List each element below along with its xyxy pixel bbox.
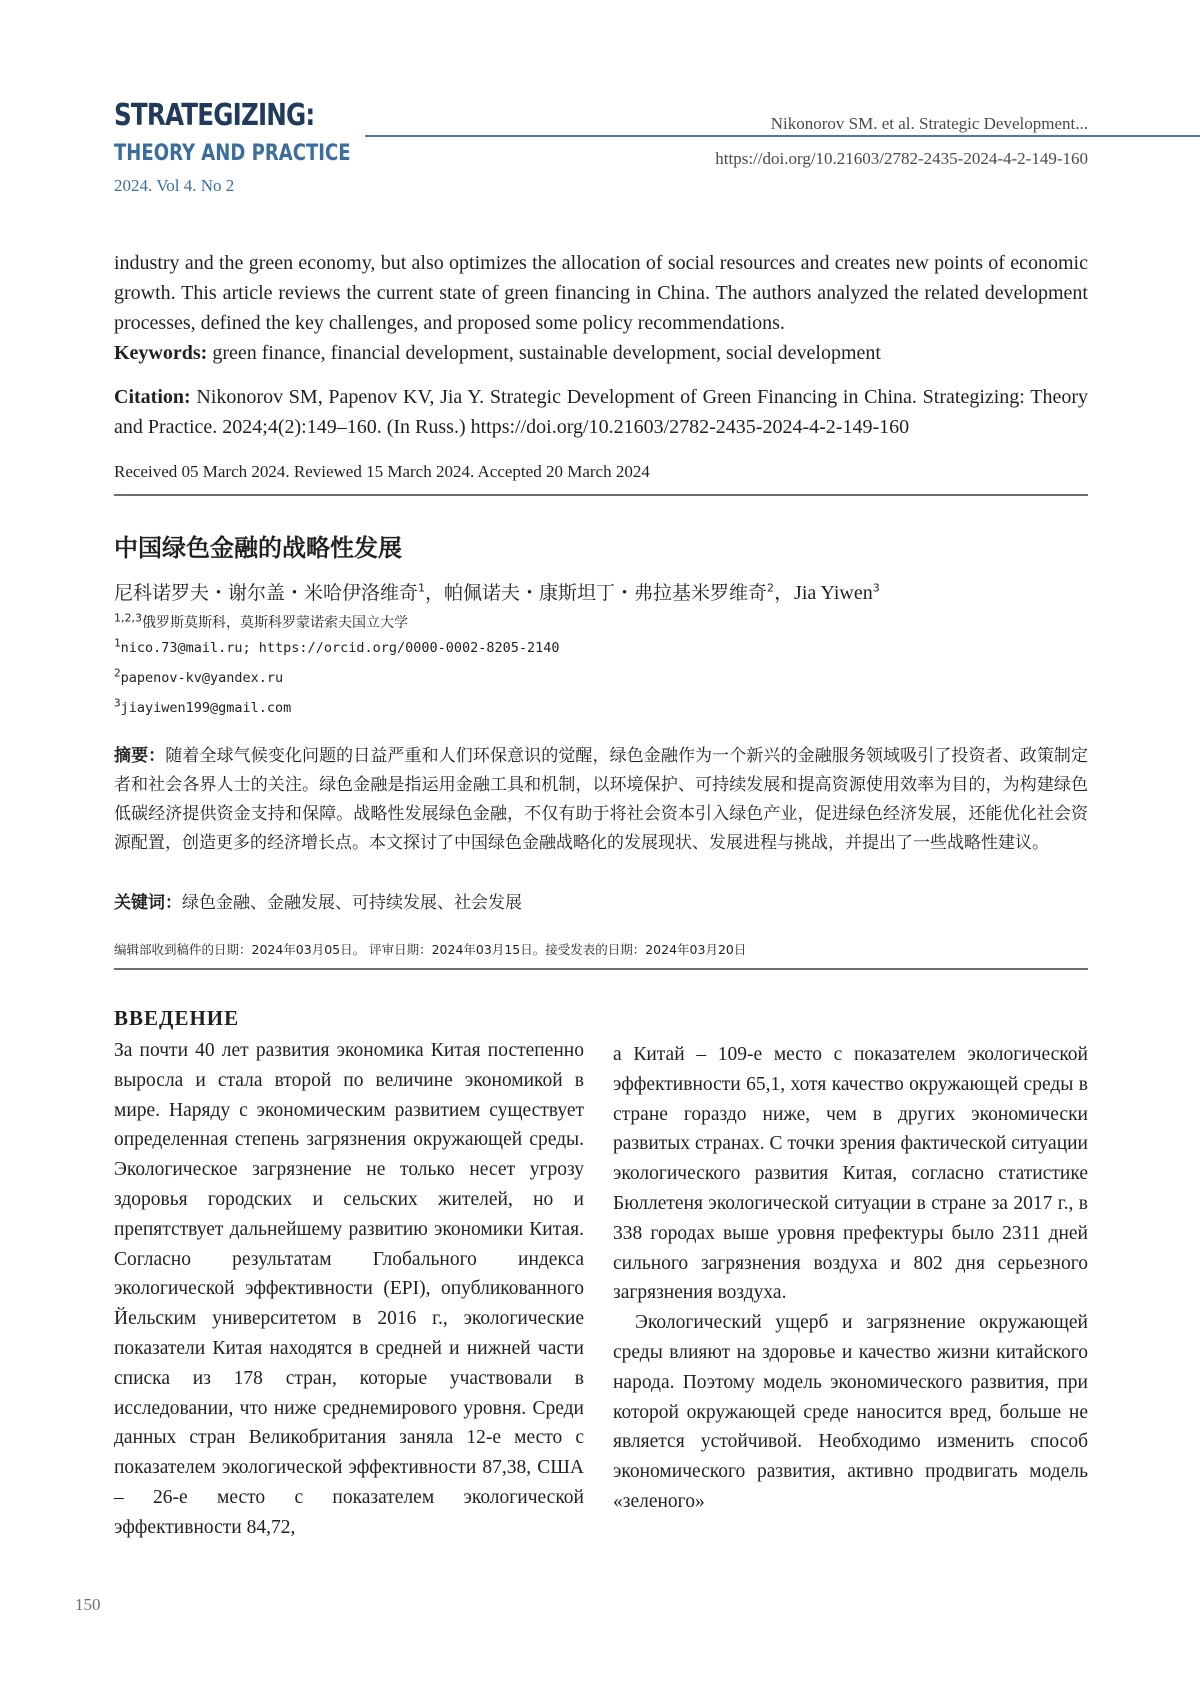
cn-affiliation (114, 612, 408, 632)
cn-keywords-label: 关键词： (114, 893, 182, 913)
page-number: 150 (75, 1595, 101, 1614)
abstract-tail: industry and the green economy, but also optimizes the allocation of social resources and creates new points of economic growth. This article reviews the current state of green financing in China. The authors analyzed the related development processes, defined the key challenges, and proposed some policy recommendations. (114, 252, 1088, 334)
right-column (613, 1040, 1088, 1517)
divider-top (114, 494, 1088, 496)
keywords-text: green finance, financial development, sustainable development, social development (207, 342, 881, 364)
section-heading: ВВЕДЕНИЕ (114, 1006, 240, 1030)
cn-author-3-sup: 3 (872, 581, 880, 595)
cn-author-3: ，Jia Yiwen (774, 582, 873, 604)
cn-email-3[interactable] (114, 696, 292, 716)
cn-email-2[interactable] (114, 666, 284, 686)
cn-email-3-text[interactable]: jiayiwen199@gmail.com (120, 700, 292, 716)
keywords-label: Keywords: (114, 342, 208, 364)
cn-author-2: ，帕佩诺夫・康斯坦丁・弗拉基米罗维奇 (425, 582, 768, 604)
cn-email-1-text[interactable]: nico.73@mail.ru; https://orcid.org/0000-0002-8205-2140 (120, 640, 560, 656)
cn-abstract (114, 742, 1088, 858)
journal-title: STRATEGIZING: (114, 98, 315, 133)
cn-authors (114, 576, 880, 605)
cn-email-2-sup: 2 (114, 666, 121, 680)
cn-email-1[interactable] (114, 636, 560, 656)
cn-email-1-sup: 1 (114, 636, 121, 650)
right-column-paragraph-1: а Китай – 109-е место с показателем экологической эффективности 65,1, хотя качество окружающей среды в стране гораздо ниже, чем в других экономически развитых странах. С точки зрения фактической ситуации экологического развития Китая, согласно статистике Бюллетеня экологической ситуации в стране за 2017 г., в 338 городах выше уровня префектуры было 2311 дней сильного загрязнения воздуха и 802 дня серьезного загрязнения воздуха. (613, 1044, 1088, 1304)
divider-bottom (114, 968, 1088, 970)
cn-dates: 编辑部收到稿件的日期：2024年03月05日。 评审日期：2024年03月15日。接受发表的日期：2024年03月20日 (114, 942, 747, 957)
journal-subtitle: THEORY AND PRACTICE (114, 141, 351, 166)
running-author: Nikonorov SM. et al. Strategic Development... (770, 114, 1088, 133)
cn-abstract-text: 随着全球气候变化问题的日益严重和人们环保意识的觉醒，绿色金融作为一个新兴的金融服务领域吸引了投资者、政策制定者和社会各界人士的关注。绿色金融是指运用金融工具和机制，以环境保护、可持续发展和提高资源使用效率为目的，为构建绿色低碳经济提供资金支持和保障。战略性发展绿色金融，不仅有助于将社会资本引入绿色产业，促进绿色经济发展，还能优化社会资源配置，创造更多的经济增长点。本文探讨了中国绿色金融战略化的发展现状、发展进程与挑战，并提出了一些战略性建议。 (114, 746, 1089, 853)
cn-keywords (114, 888, 522, 913)
cn-title: 中国绿色金融的战略性发展 (114, 534, 402, 562)
cn-affiliation-sup: 1,2,3 (114, 611, 142, 625)
cn-author-2-sup: 2 (767, 581, 775, 595)
citation-text: Nikonorov SM, Papenov KV, Jia Y. Strategic Development of Green Financing in China. Strategizing: Theory and Practice. 2024;4(2):149–160. (In Russ.) https://doi.org/10.21603/2782-2435-2024-4-2-149-160 (114, 386, 1088, 438)
cn-keywords-text: 绿色金融、金融发展、可持续发展、社会发展 (182, 893, 522, 913)
keywords (114, 338, 1088, 368)
journal-issue: 2024. Vol 4. No 2 (114, 176, 235, 195)
cn-affiliation-text: 俄罗斯莫斯科，莫斯科罗蒙诺索夫国立大学 (142, 615, 408, 631)
cn-abstract-label: 摘要： (114, 746, 166, 766)
header-divider (365, 135, 1200, 137)
cn-email-2-text[interactable]: papenov-kv@yandex.ru (120, 670, 284, 686)
right-column-paragraph-2: Экологический ущерб и загрязнение окружающей среды влияют на здоровье и качество жизни китайского народа. Поэтому модель экономического развития, при которой окружающей среде наносится вред, больше не является устойчивой. Необходимо изменить способ экономического развития, активно продвигать модель «зеленого» (613, 1312, 1088, 1512)
cn-author-1-sup: 1 (418, 581, 426, 595)
citation-label: Citation: (114, 386, 191, 408)
citation (114, 382, 1088, 442)
header-doi-link[interactable]: https://doi.org/10.21603/2782-2435-2024-4-2-149-160 (715, 149, 1088, 168)
left-column (114, 1036, 584, 1543)
received-dates: Received 05 March 2024. Reviewed 15 March 2024. Accepted 20 March 2024 (114, 462, 650, 481)
left-column-paragraph: За почти 40 лет развития экономика Китая постепенно выросла и стала второй по величине экономикой в мире. Наряду с экономическим развитием существует определенная степень загрязнения окружающей среды. Экологическое загрязнение не только несет угрозу здоровья городских и сельских жителей, но и препятствует дальнейшему развитию экономики Китая. Согласно результатам Глобального индекса экологической эффективности (EPI), опубликованного Йельским университетом в 2016 г., экологические показатели Китая находятся в средней и нижней части списка из 178 стран, которые участвовали в исследовании, что ниже среднемирового уровня. Среди данных стран Великобритания заняла 12-е место с показателем экологической эффективности 87,38, США – 26-е место с показателем экологической эффективности 84,72, (114, 1040, 584, 1538)
cn-email-3-sup: 3 (114, 696, 121, 710)
cn-author-1: 尼科诺罗夫・谢尔盖・米哈伊洛维奇 (114, 582, 419, 604)
